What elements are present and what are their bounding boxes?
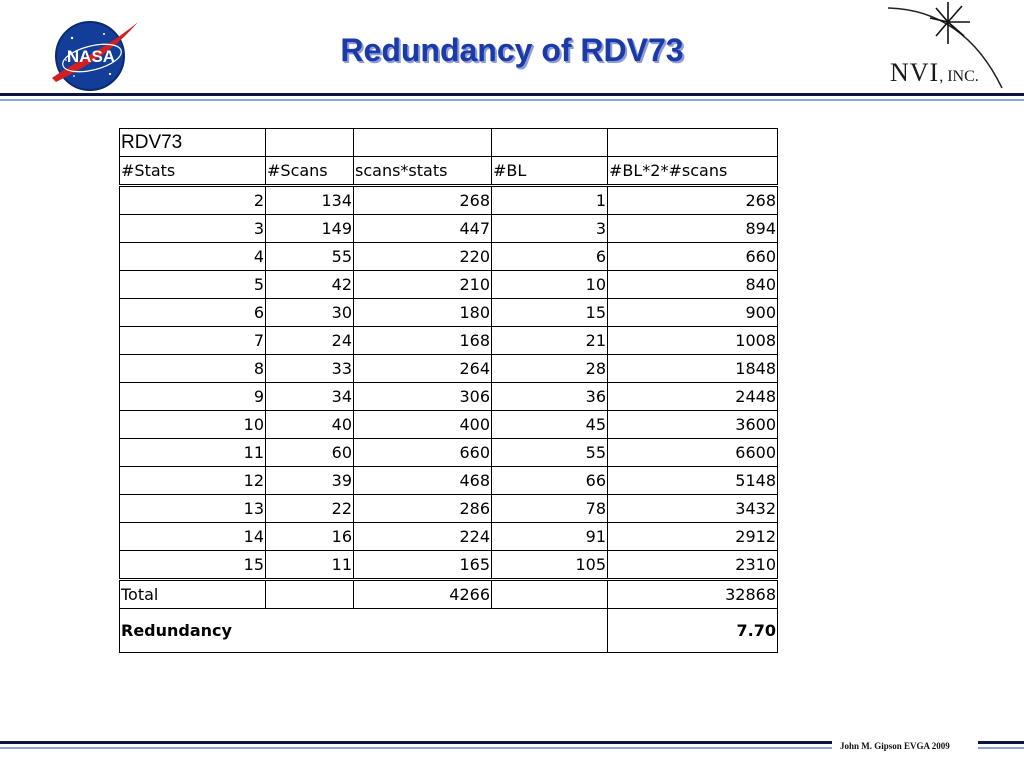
nasa-logo-text: NASA	[66, 47, 116, 66]
redundancy-value: 7.70	[608, 609, 778, 653]
table-cell: 39	[266, 467, 354, 495]
header-rule-accent	[0, 99, 1024, 101]
table-cell: 840	[608, 271, 778, 299]
table-cell: 15	[492, 299, 608, 327]
total-row	[120, 580, 778, 609]
table-cell: 33	[266, 355, 354, 383]
table-cell: 78	[492, 495, 608, 523]
table-row	[120, 495, 778, 523]
table-cell: 2448	[608, 383, 778, 411]
footer-rule-right	[978, 741, 1024, 744]
table-row	[120, 215, 778, 243]
table-cell: 210	[354, 271, 492, 299]
table-cell: 2912	[608, 523, 778, 551]
table-row	[120, 243, 778, 271]
total-label: Total	[120, 580, 266, 609]
table-cell: 268	[608, 186, 778, 215]
table-cell: 91	[492, 523, 608, 551]
table-cell: 60	[266, 439, 354, 467]
table-cell: 168	[354, 327, 492, 355]
table-cell: 264	[354, 355, 492, 383]
table-cell: 660	[354, 439, 492, 467]
column-header: #BL	[492, 157, 608, 186]
table-cell: 894	[608, 215, 778, 243]
table-row	[120, 411, 778, 439]
column-header: #Stats	[120, 157, 266, 186]
footer-rule-right-accent	[978, 747, 1024, 749]
table-cell: 1008	[608, 327, 778, 355]
table-cell: 42	[266, 271, 354, 299]
table-cell: 400	[354, 411, 492, 439]
table-cell: 180	[354, 299, 492, 327]
table-cell: 3	[120, 215, 266, 243]
footer-rule-accent	[0, 747, 832, 749]
table-row	[120, 551, 778, 580]
header-rule	[0, 93, 1024, 96]
table-row	[120, 383, 778, 411]
table-cell: 36	[492, 383, 608, 411]
table-cell: 40	[266, 411, 354, 439]
table-cell: 55	[266, 243, 354, 271]
table-cell: 9	[120, 383, 266, 411]
total-scans-stats: 4266	[354, 580, 492, 609]
table-cell: 3432	[608, 495, 778, 523]
table-cell: 6600	[608, 439, 778, 467]
table-cell: 13	[120, 495, 266, 523]
footer-rule	[0, 741, 832, 744]
table-cell: 3	[492, 215, 608, 243]
table-cell: 6	[492, 243, 608, 271]
table-cell: 447	[354, 215, 492, 243]
table-row	[120, 186, 778, 215]
table-title: RDV73	[120, 129, 266, 157]
table-cell: 8	[120, 355, 266, 383]
table-cell: 12	[120, 467, 266, 495]
table-cell: 2	[120, 186, 266, 215]
table-cell: 286	[354, 495, 492, 523]
table-cell: 134	[266, 186, 354, 215]
table-cell: 24	[266, 327, 354, 355]
table-cell: 105	[492, 551, 608, 580]
table-cell: 11	[120, 439, 266, 467]
table-cell: 224	[354, 523, 492, 551]
table-cell: 660	[608, 243, 778, 271]
table-cell: 165	[354, 551, 492, 580]
column-header: #BL*2*#scans	[608, 157, 778, 186]
table-cell: 3600	[608, 411, 778, 439]
table-cell: 5148	[608, 467, 778, 495]
table-cell: 22	[266, 495, 354, 523]
table-cell: 268	[354, 186, 492, 215]
table-cell: 7	[120, 327, 266, 355]
table-row	[120, 327, 778, 355]
table-cell: 34	[266, 383, 354, 411]
table-cell: 14	[120, 523, 266, 551]
table-cell: 4	[120, 243, 266, 271]
table-row	[120, 271, 778, 299]
redundancy-label: Redundancy	[120, 609, 608, 653]
table-cell: 28	[492, 355, 608, 383]
nvi-logo-suffix: , INC.	[939, 68, 979, 85]
table-cell: 15	[120, 551, 266, 580]
total-bl-scans: 32868	[608, 580, 778, 609]
table-row	[120, 523, 778, 551]
table-cell: 21	[492, 327, 608, 355]
table-cell: 55	[492, 439, 608, 467]
table-cell: 149	[266, 215, 354, 243]
nvi-logo	[884, 0, 1006, 92]
column-header: #Scans	[266, 157, 354, 186]
table-cell: 10	[120, 411, 266, 439]
table-header-row	[120, 157, 778, 186]
column-header: scans*stats	[354, 157, 492, 186]
table-title-row	[120, 129, 778, 157]
table-cell: 6	[120, 299, 266, 327]
table-row	[120, 439, 778, 467]
table-cell: 11	[266, 551, 354, 580]
table-cell: 220	[354, 243, 492, 271]
table-cell: 468	[354, 467, 492, 495]
table-cell: 66	[492, 467, 608, 495]
table-cell: 30	[266, 299, 354, 327]
table-cell: 900	[608, 299, 778, 327]
table-cell: 5	[120, 271, 266, 299]
nvi-logo-text: NVI	[890, 58, 940, 87]
table-cell: 1	[492, 186, 608, 215]
table-row	[120, 467, 778, 495]
table-cell: 306	[354, 383, 492, 411]
table-cell: 10	[492, 271, 608, 299]
table-row	[120, 299, 778, 327]
table-cell: 16	[266, 523, 354, 551]
table-cell: 45	[492, 411, 608, 439]
table-cell: 2310	[608, 551, 778, 580]
page-title: Redundancy of RDV73	[340, 32, 684, 68]
footer-credit: John M. Gipson EVGA 2009	[840, 741, 950, 751]
table-cell: 1848	[608, 355, 778, 383]
redundancy-table	[119, 128, 778, 653]
redundancy-row	[120, 609, 778, 653]
table-row	[120, 355, 778, 383]
